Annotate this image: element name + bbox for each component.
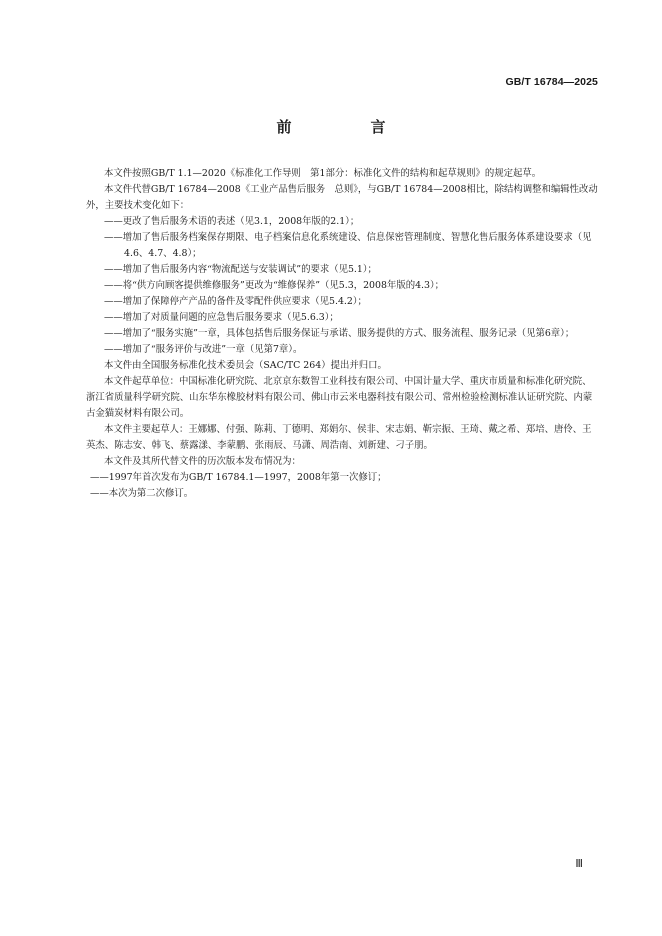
page-number: Ⅲ bbox=[575, 858, 582, 870]
list-item: ——增加了“服务评价与改进”一章（见第7章）。 bbox=[104, 344, 303, 355]
paragraph-drafting-units: 本文件起草单位：中国标准化研究院、北京京东数智工业科技有限公司、中国计量大学、重庆市质量和标准化研究院、浙江省质量科学研究院、山东华东橡胶材料有限公司、佛山市云米电器科技有限公司、常州检验检测标准认证研究院、内蒙古金猫炭材料有限公司。 bbox=[86, 376, 593, 419]
history-item: ——1997年首次发布为GB/T 16784.1—1997，2008年第一次修订； bbox=[90, 472, 387, 483]
paragraph-history-intro: 本文件及其所代替文件的历次版本发布情况为： bbox=[104, 456, 301, 467]
paragraph-replaces: 本文件代替GB/T 16784—2008《工业产品售后服务 总则》，与GB/T 16784—2008相比，除结构调整和编辑性改动外，主要技术变化如下： bbox=[86, 184, 598, 211]
list-item: ——增加了保障停产产品的备件及零配件供应要求（见5.4.2）； bbox=[104, 296, 367, 307]
list-item: ——将“供方向顾客提供维修服务”更改为“维修保养”（见5.3，2008年版的4.3）； bbox=[104, 280, 445, 291]
standard-code: GB/T 16784—2025 bbox=[505, 76, 598, 88]
list-item: ——增加了售后服务档案保存期限、电子档案信息化系统建设、信息保密管理制度、智慧化售后服务体系建设要求（见4.6、4.7、4.8）； bbox=[104, 232, 592, 259]
list-item: ——增加了售后服务内容“物流配送与安装调试”的要求（见5.1）； bbox=[104, 264, 377, 275]
foreword-body bbox=[86, 166, 598, 502]
list-item: ——更改了售后服务术语的表述（见3.1，2008年版的2.1）； bbox=[104, 216, 360, 227]
paragraph-drafters: 本文件主要起草人：王娜娜、付强、陈莉、丁德明、郑娟尔、侯非、宋志娟、靳宗振、王琦、戴之希、郑培、唐伶、王英杰、陈志安、韩飞、蔡露漾、李蒙鹏、张雨辰、马潇、周浩南、刘新建、刁子朋。 bbox=[86, 424, 592, 451]
page-title: 前 言 bbox=[276, 118, 418, 136]
history-item: ——本次为第二次修订。 bbox=[90, 488, 194, 499]
paragraph-committee: 本文件由全国服务标准化技术委员会（SAC/TC 264）提出并归口。 bbox=[104, 360, 387, 371]
changes-list bbox=[86, 214, 598, 358]
list-item: ——增加了“服务实施”一章，具体包括售后服务保证与承诺、服务提供的方式、服务流程、服务记录（见第6章）； bbox=[104, 328, 575, 339]
list-item: ——增加了对质量问题的应急售后服务要求（见5.6.3）； bbox=[104, 312, 339, 323]
paragraph-drafting-rules: 本文件按照GB/T 1.1—2020《标准化工作导则 第1部分：标准化文件的结构和起草规则》的规定起草。 bbox=[104, 168, 542, 179]
